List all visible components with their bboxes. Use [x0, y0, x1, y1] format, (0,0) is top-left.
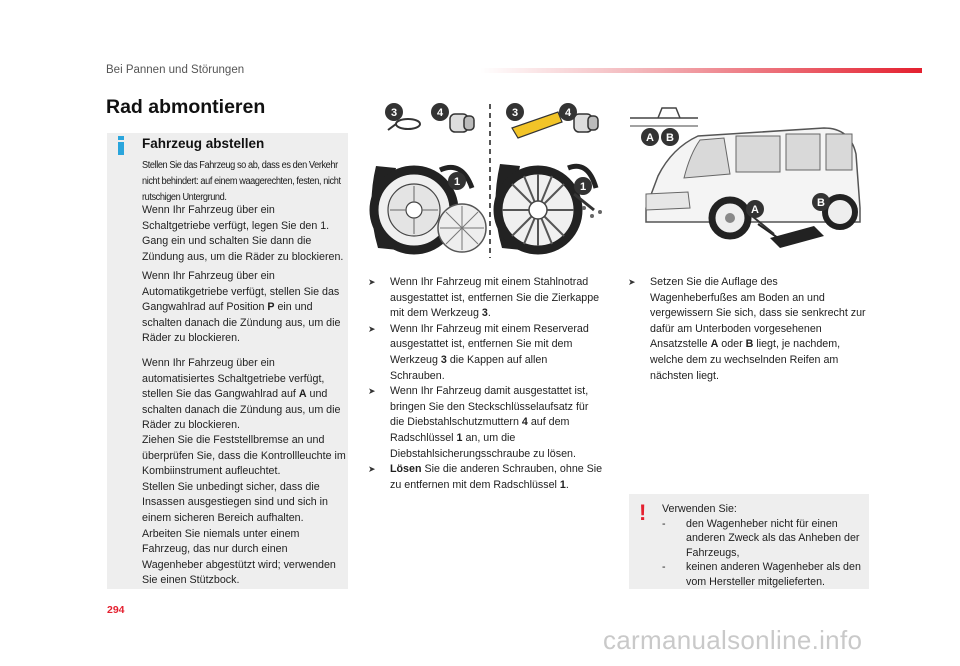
pointer-icon: ➤ [628, 277, 636, 287]
page-number: 294 [107, 604, 125, 616]
callout-b-top [660, 127, 680, 147]
pointer-icon: ➤ [368, 464, 376, 475]
step-spare-wheel: ➤ Wenn Ihr Fahrzeug mit einem Reserverad ausgestattet ist, entfernen Sie mit dem Werkzeug 3 die Kappen auf allen Schrauben. [368, 322, 589, 382]
automated-gearbox-text: Wenn Ihr Fahrzeug über ein automatisiertes Schaltgetriebe verfügt, stellen Sie das Gangwahlrad auf A und schalten danach die Zündung aus, um die Räder zu blockieren. [142, 357, 341, 432]
svg-text:3: 3 [511, 107, 519, 119]
svg-text:3: 3 [390, 107, 398, 119]
svg-text:A: A [751, 204, 759, 216]
step-steel-spare: ➤ Wenn Ihr Fahrzeug mit einem Stahlnotrad ausgestattet ist, entfernen Sie die Zierkappe mit dem Werkzeug 3. [368, 276, 600, 320]
step-jack: ➤ Setzen Sie die Auflage des Wagenheberfußes am Boden an und vergewissern Sie sich, dass sie senkrecht zur dafür am Unterboden vorgesehenen Ansatzstelle A oder B liegt, je nachdem, welche dem zu wechselnden Reifen am nächsten liegt. [628, 276, 866, 382]
warning-item-1: - den Wagenheber nicht für einen anderen Zweck als das Anheben der Fahrzeugs, [662, 517, 860, 559]
warning-item-2: - keinen anderen Wagenheber als den vom Hersteller mitgelieferten. [662, 561, 861, 588]
watermark: carmanualsonline.info [603, 625, 863, 655]
pointer-icon: ➤ [368, 323, 376, 334]
warning-intro: Verwenden Sie: [662, 503, 737, 515]
van-jack-illustration [628, 98, 874, 262]
safety-paragraph: Stellen Sie unbedingt sicher, dass die Insassen ausgestiegen sind und sich in einem sicheren Bereich aufhalten. [142, 480, 328, 524]
callout-a-top [640, 127, 660, 147]
manual-gearbox-text: Wenn Ihr Fahrzeug über ein Schaltgetriebe verfügt, legen Sie den 1. Gang ein und schalten Sie dann die Zündung aus, um die Räder zu blockieren. [142, 204, 344, 263]
header-section-name: Bei Pannen und Störungen [106, 64, 245, 76]
step-loosen: ➤ Lösen Sie die anderen Schrauben, ohne Sie zu entfernen mit dem Radschlüssel 1. [368, 463, 603, 491]
callout-4-left [430, 102, 450, 122]
svg-text:B: B [666, 132, 674, 144]
pointer-icon: ➤ [368, 277, 376, 287]
warning-text [662, 502, 867, 590]
header-accent-bar [480, 68, 922, 73]
warning-icon: ! [639, 500, 647, 525]
callout-3-left [384, 102, 404, 122]
automatic-gearbox-text: Wenn Ihr Fahrzeug über ein Automatikgetriebe verfügt, stellen Sie das Gangwahlrad auf Position P ein und schalten danach die Zündung aus, um die Räder zu blockieren. [142, 270, 341, 345]
svg-text:A: A [646, 132, 654, 144]
svg-text:1: 1 [453, 176, 461, 188]
info-box-title: Fahrzeug abstellen [142, 136, 265, 151]
parking-brake-text [142, 433, 346, 589]
page-title: Rad abmontieren [106, 96, 266, 118]
callout-1-left [447, 171, 467, 191]
jack-warning-paragraph: Arbeiten Sie niemals unter einem Fahrzeug, das nur durch einen Wagenheber abgestützt wird; verwenden Sie einen Stützbock. [142, 527, 336, 587]
info-icon [114, 133, 128, 157]
svg-text:4: 4 [436, 107, 444, 119]
svg-text:4: 4 [564, 107, 572, 119]
brake-paragraph: Ziehen Sie die Feststellbremse an und überprüfen Sie, dass die Kontrollleuchte im Kombiinstrument aufleuchtet. [142, 434, 346, 478]
callout-b-van [811, 192, 831, 212]
callout-a-van [745, 199, 765, 219]
callout-3-right [505, 102, 525, 122]
pointer-icon: ➤ [368, 386, 376, 397]
svg-text:B: B [817, 197, 825, 209]
callout-4-right [558, 102, 578, 122]
jack-positioning-step [628, 275, 868, 384]
callout-1-right [573, 176, 593, 196]
wheel-removal-steps [368, 275, 604, 493]
info-intro-text: Stellen Sie das Fahrzeug so ab, dass es den Verkehr nicht behindert: auf einem waagerechten, festen, nicht rutschigen Untergrund. [142, 160, 341, 203]
svg-text:1: 1 [579, 181, 587, 193]
step-anti-theft: ➤ Wenn Ihr Fahrzeug damit ausgestattet ist, bringen Sie den Steckschlüsselaufsatz für die Diebstahlschutzmuttern 4 auf dem Radschlüssel 1 an, um die Diebstahlsicherungsschraube zu lösen. [368, 385, 589, 460]
